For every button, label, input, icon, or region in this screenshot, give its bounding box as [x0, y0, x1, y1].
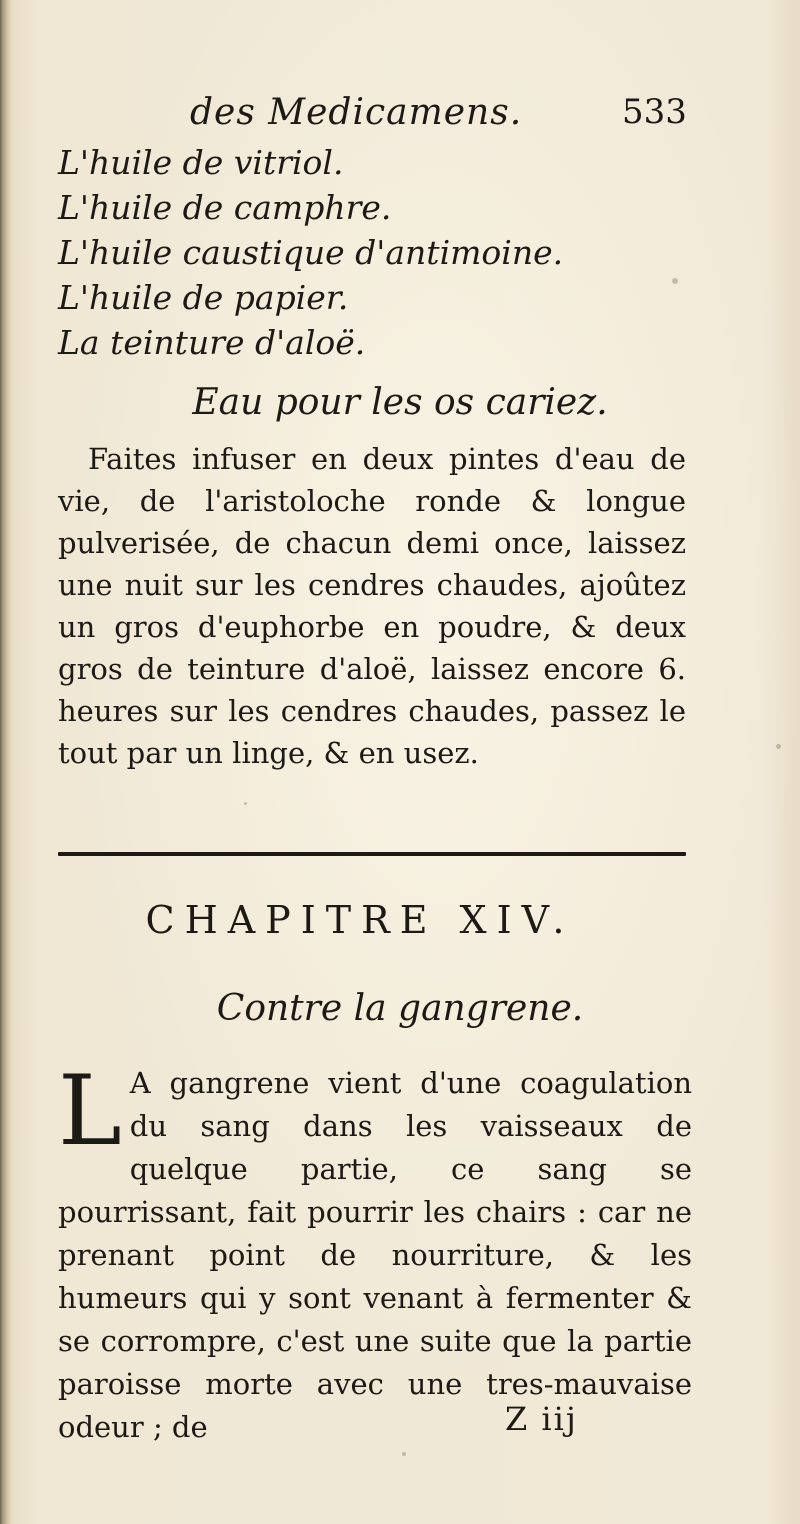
- list-item: La teinture d'aloë.: [58, 323, 366, 362]
- running-head: [0, 92, 800, 142]
- drop-cap: L: [58, 1055, 122, 1167]
- paper-speck: [244, 802, 247, 805]
- oil-list: [58, 140, 563, 365]
- list-item: L'huile de vitriol.: [58, 143, 344, 182]
- page-number: 533: [622, 92, 687, 132]
- chapter-paragraph-text: A gangrene vient d'une coagulation du sang dans les vaisseaux de quelque partie, ce sang se pourrissant, fait pourrir les chairs : car ne prenant point de nourriture, & les humeurs qui y sont venant à fermenter & se corrompre, c'est une suite que la partie paroisse morte avec une tres-mauvaise odeur ; de: [58, 1066, 692, 1444]
- chapter-title: CHAPITRE XIV.: [145, 898, 575, 942]
- section-paragraph: Faites infuser en deux pintes d'eau de vie, de l'aristoloche ronde & longue pulverisée, de chacun demi once, laissez une nuit sur les cendres chaudes, ajoûtez un gros d'euphorbe en poudre, & deux gros de teinture d'aloë, laissez encore 6. heures sur les cendres chaudes, passez le tout par un linge, & en usez.: [58, 442, 686, 770]
- page-gutter-shadow: [0, 0, 12, 1524]
- running-head-title: des Medicamens.: [190, 92, 523, 133]
- chapter-paragraph: [58, 1055, 692, 1449]
- section-heading: Eau pour les os cariez.: [192, 382, 608, 423]
- list-item: L'huile de papier.: [58, 278, 349, 317]
- chapter-subtitle: Contre la gangrene.: [216, 988, 584, 1029]
- paper-speck: [776, 744, 781, 749]
- chapter-divider-rule: [58, 852, 686, 856]
- catchword: Z iij: [505, 1400, 578, 1438]
- list-item: L'huile de camphre.: [58, 188, 392, 227]
- paper-speck: [402, 1452, 406, 1456]
- paper-speck: [672, 278, 678, 284]
- list-item: L'huile caustique d'antimoine.: [58, 233, 564, 272]
